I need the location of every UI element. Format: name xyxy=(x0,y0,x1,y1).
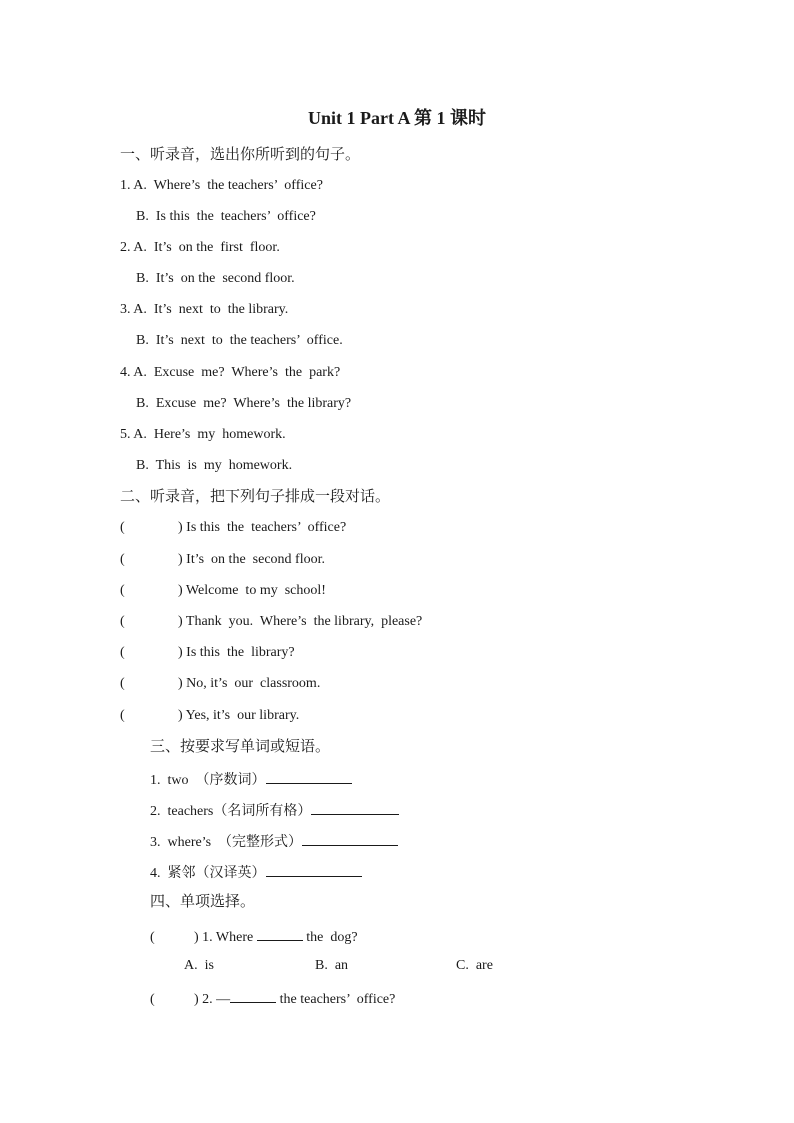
s3-item: 3. where’s （完整形式） xyxy=(150,831,398,852)
answer-blank[interactable] xyxy=(302,831,398,846)
answer-blank[interactable] xyxy=(257,926,303,941)
s2-item: ( ) It’s on the second floor. xyxy=(120,552,325,567)
s1-item1-option-a: 1. A. Where’s the teachers’ office? xyxy=(120,178,323,193)
s3-item: 4. 紧邻（汉译英） xyxy=(150,862,362,883)
answer-blank[interactable] xyxy=(230,988,276,1003)
s1-item4-option-a: 4. A. Excuse me? Where’s the park? xyxy=(120,365,341,380)
s4-q1-option-a: A. is xyxy=(184,958,214,973)
s2-item: ( ) Thank you. Where’s the library, please? xyxy=(120,614,423,629)
s1-item5-option-a: 5. A. Here’s my homework. xyxy=(120,427,286,442)
answer-blank[interactable] xyxy=(311,800,399,815)
s1-item2-option-a: 2. A. It’s on the first floor. xyxy=(120,240,280,255)
s2-item: ( ) Yes, it’s our library. xyxy=(120,708,300,723)
s2-item: ( ) Welcome to my school! xyxy=(120,583,326,598)
s1-item4-option-b: B. Excuse me? Where’s the library? xyxy=(136,396,352,411)
s4-q1-option-c: C. are xyxy=(456,958,493,973)
s2-item: ( ) Is this the teachers’ office? xyxy=(120,520,347,535)
s1-item3-option-b: B. It’s next to the teachers’ office. xyxy=(136,333,343,348)
s3-item: 2. teachers（名词所有格） xyxy=(150,800,399,821)
answer-blank[interactable] xyxy=(266,862,362,877)
section2-heading: 二、听录音，把下列句子排成一段对话。 xyxy=(120,489,391,505)
s2-item: ( ) No, it’s our classroom. xyxy=(120,676,321,691)
s4-question-2: ( ) 2. — the teachers’ office? xyxy=(150,988,395,1009)
s1-item3-option-a: 3. A. It’s next to the library. xyxy=(120,302,289,317)
answer-blank[interactable] xyxy=(266,769,352,784)
s1-item5-option-b: B. This is my homework. xyxy=(136,458,293,473)
section4-heading: 四、单项选择。 xyxy=(150,894,256,910)
s3-item: 1. two （序数词） xyxy=(150,769,352,790)
page-title: Unit 1 Part A 第 1 课时 xyxy=(308,108,486,128)
section1-heading: 一、听录音，选出你所听到的句子。 xyxy=(120,147,361,163)
section3-heading: 三、按要求写单词或短语。 xyxy=(150,739,331,755)
s4-q1-option-b: B. an xyxy=(315,958,349,973)
s4-question-1: ( ) 1. Where the dog? xyxy=(150,926,358,947)
s1-item1-option-b: B. Is this the teachers’ office? xyxy=(136,209,316,224)
s1-item2-option-b: B. It’s on the second floor. xyxy=(136,271,295,286)
s2-item: ( ) Is this the library? xyxy=(120,645,295,660)
